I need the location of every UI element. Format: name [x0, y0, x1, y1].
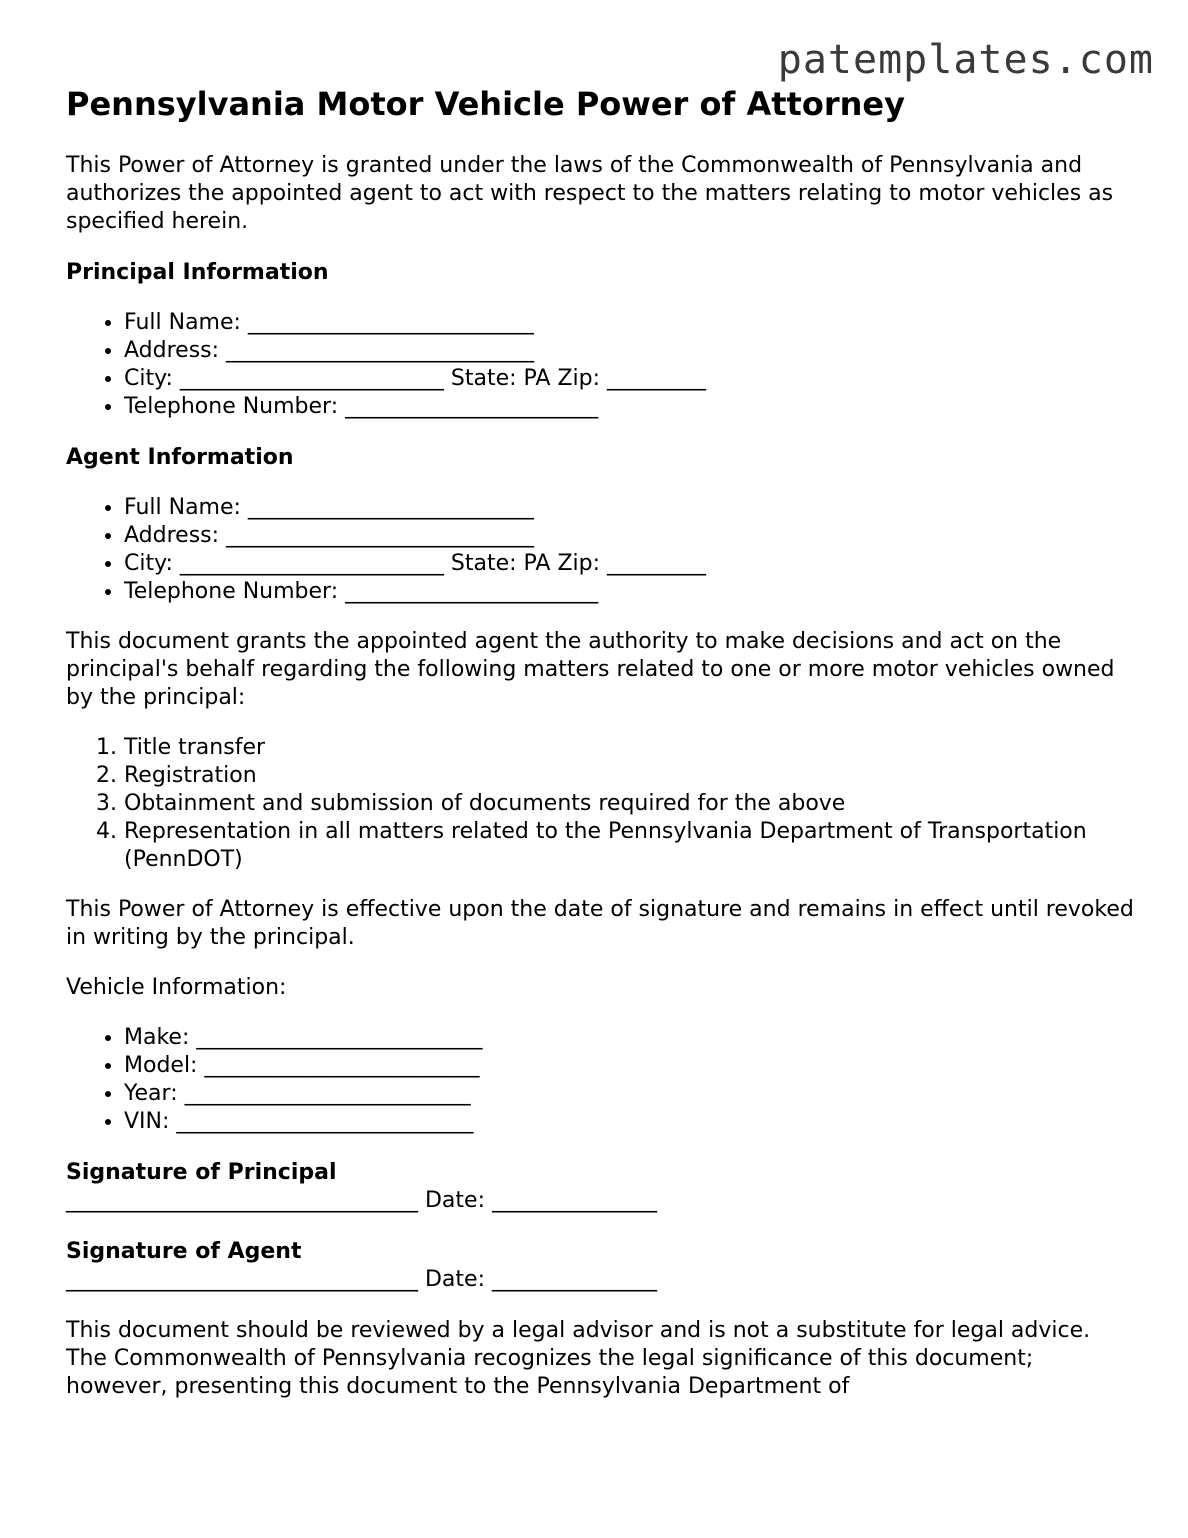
- effective-paragraph: This Power of Attorney is effective upon the date of signature and remains in effect until revoked in writing by the principal.: [66, 897, 1134, 950]
- agent-info-list: [66, 494, 1136, 606]
- document-title: Pennsylvania Motor Vehicle Power of Attorney: [66, 85, 905, 123]
- principal-info-heading: Principal Information: [66, 260, 329, 285]
- disclaimer-paragraph: This document should be reviewed by a legal advisor and is not a substitute for legal advice. The Commonwealth of Pennsylvania recognizes the legal significance of this document; however, presenting this document to the Pennsylvania Department of: [66, 1318, 1091, 1399]
- vehicle-year-field: • Year: __________________________: [124, 1080, 1136, 1108]
- principal-signature-heading: Signature of Principal: [66, 1160, 337, 1185]
- vehicle-info-list: [66, 1024, 1136, 1136]
- watermark: patemplates.com: [777, 37, 1154, 83]
- matter-item: 2. Registration: [124, 762, 1136, 790]
- intro-paragraph: This Power of Attorney is granted under the laws of the Commonwealth of Pennsylvania and authorizes the appointed agent to act with respect to the matters relating to motor vehicles as specified herein.: [66, 153, 1114, 234]
- matters-list: [66, 734, 1136, 874]
- agent-address-field: • Address: ____________________________: [124, 522, 1136, 550]
- agent-full-name-field: • Full Name: __________________________: [124, 494, 1136, 522]
- principal-city-state-zip-field: • City: ________________________ State: PA Zip: _________: [124, 365, 1136, 393]
- principal-info-list: [66, 309, 1136, 421]
- vehicle-model-field: • Model: _________________________: [124, 1052, 1136, 1080]
- agent-signature-line: ________________________________ Date: _______________: [66, 1267, 657, 1292]
- principal-full-name-field: • Full Name: __________________________: [124, 309, 1136, 337]
- vehicle-info-label: Vehicle Information:: [66, 975, 287, 1000]
- matter-item: 3. Obtainment and submission of documents required for the above: [124, 790, 1136, 818]
- agent-city-state-zip-field: • City: ________________________ State: PA Zip: _________: [124, 550, 1136, 578]
- principal-address-field: • Address: ____________________________: [124, 337, 1136, 365]
- agent-signature-heading: Signature of Agent: [66, 1239, 302, 1264]
- principal-telephone-field: • Telephone Number: _______________________: [124, 393, 1136, 421]
- agent-info-heading: Agent Information: [66, 445, 294, 470]
- agent-telephone-field: • Telephone Number: _______________________: [124, 578, 1136, 606]
- vehicle-make-field: • Make: __________________________: [124, 1024, 1136, 1052]
- matter-item: 1. Title transfer: [124, 734, 1136, 762]
- document-page: [66, 82, 1136, 1401]
- principal-signature-line: ________________________________ Date: _______________: [66, 1188, 657, 1213]
- matter-item: 4. Representation in all matters related to the Pennsylvania Department of Transportation (PennDOT): [124, 818, 1136, 874]
- vehicle-vin-field: • VIN: ___________________________: [124, 1108, 1136, 1136]
- authority-paragraph: This document grants the appointed agent the authority to make decisions and act on the principal's behalf regarding the following matters related to one or more motor vehicles owned by the principal:: [66, 629, 1115, 710]
